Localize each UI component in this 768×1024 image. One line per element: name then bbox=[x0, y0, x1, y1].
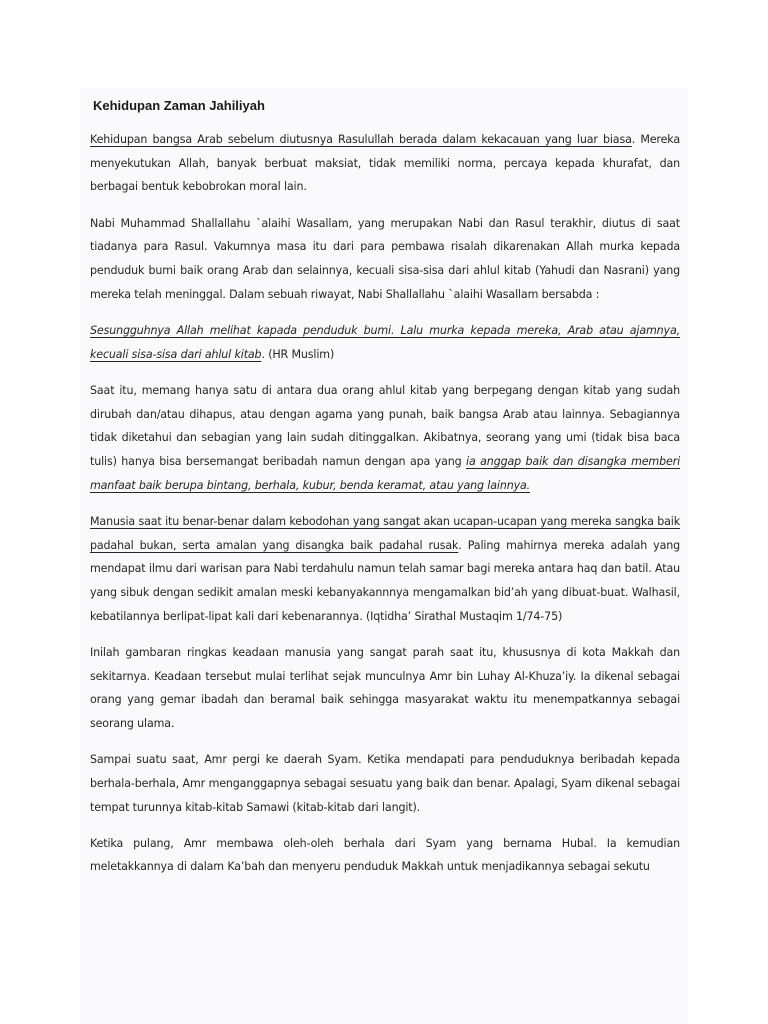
document-content bbox=[80, 88, 688, 879]
paragraph-8: Ketika pulang, Amr membawa oleh-oleh berhala dari Syam yang bernama Hubal. Ia kemudian meletakkannya di dalam Ka’bah dan menyeru penduduk Makkah untuk menjadikannya sebagai sekutu bbox=[90, 836, 680, 874]
underlined-text: Manusia saat itu benar-benar dalam kebodohan yang sangat akan ucapan-ucapan yang mereka sangka baik padahal bukan, serta amalan yang disangka baik padahal rusak bbox=[90, 514, 680, 552]
underlined-italic-text: ia anggap baik dan disangka memberi manfaat baik berupa bintang, berhala, kubur, benda keramat, atau yang lainnya. bbox=[90, 454, 681, 492]
paragraph-1 bbox=[90, 128, 680, 199]
paragraph-2: Nabi Muhammad Shallallahu `alaihi Wasallam, yang merupakan Nabi dan Rasul terakhir, diutus di saat tiadanya para Rasul. Vakumnya masa itu dari para pembawa risalah dikarenakan Allah murka kepada penduduk bumi baik orang Arab dan selainnya, kecuali sisa-sisa dari ahlul kitab (Yahudi dan Nasrani) yang mereka telah meninggal. Dalam sebuah riwayat, Nabi Shallallahu `alaihi Wasallam bersabda : bbox=[90, 216, 680, 301]
hadith-quote: Sesungguhnya Allah melihat kapada penduduk bumi. Lalu murka kepada mereka, Arab atau ajamnya, kecuali sisa-sisa dari ahlul kitab bbox=[90, 323, 680, 361]
paragraph-3 bbox=[90, 319, 680, 366]
document-page bbox=[80, 88, 688, 1024]
paragraph-7: Sampai suatu saat, Amr pergi ke daerah Syam. Ketika mendapati para penduduknya beribadah kepada berhala-berhala, Amr menganggapnya sebagai sesuatu yang baik dan benar. Apalagi, Syam dikenal sebagai tempat turunnya kitab-kitab Samawi (kitab-kitab dari langit). bbox=[90, 753, 680, 814]
paragraph-6: Inilah gambaran ringkas keadaan manusia yang sangat parah saat itu, khususnya di kota Makkah dan sekitarnya. Keadaan tersebut mulai terlihat sejak munculnya Amr bin Luhay Al-Khuza’iy. Ia dikenal sebagai orang yang gemar ibadah dan beramal baik sehingga masyarakat waktu itu menempatkannya sebagai seorang ulama. bbox=[90, 645, 680, 730]
paragraph-text: . Mereka menyekutukan Allah, banyak berbuat maksiat, tidak memiliki norma, percaya kepada khurafat, dan berbagai bentuk kebobrokan moral lain. bbox=[90, 133, 680, 194]
paragraph-5 bbox=[90, 510, 680, 629]
paragraph-text: . Paling mahirnya mereka adalah yang mendapat ilmu dari warisan para Nabi terdahulu namun telah samar bagi mereka antara haq dan batil. Atau yang sibuk dengan sedikit amalan meski kebanyakannnya mengamalkan bid’ah yang dibuat-buat. Walhasil, kebatilannya berlipat-lipat kali dari kebenarannya. (Iqtidha’ Sirathal Mustaqim 1/74-75) bbox=[90, 538, 680, 623]
document-title: Kehidupan Zaman Jahiliyah bbox=[93, 98, 265, 113]
paragraph-4 bbox=[90, 379, 680, 498]
hadith-source: . (HR Muslim) bbox=[261, 347, 335, 361]
paragraph-text: Saat itu, memang hanya satu di antara dua orang ahlul kitab yang berpegang dengan kitab yang sudah dirubah dan/atau dihapus, atau dengan agama yang punah, baik bangsa Arab atau lainnya. Sebagiannya tidak diketahui dan sebagian yang lain sudah ditinggalkan. Akibatnya, seorang yang umi (tidak bisa baca tulis) hanya bisa bersemangat beribadah namun dengan apa yang bbox=[90, 383, 680, 468]
underlined-text: Kehidupan bangsa Arab sebelum diutusnya Rasulullah berada dalam kekacauan yang luar biasa bbox=[90, 133, 632, 146]
